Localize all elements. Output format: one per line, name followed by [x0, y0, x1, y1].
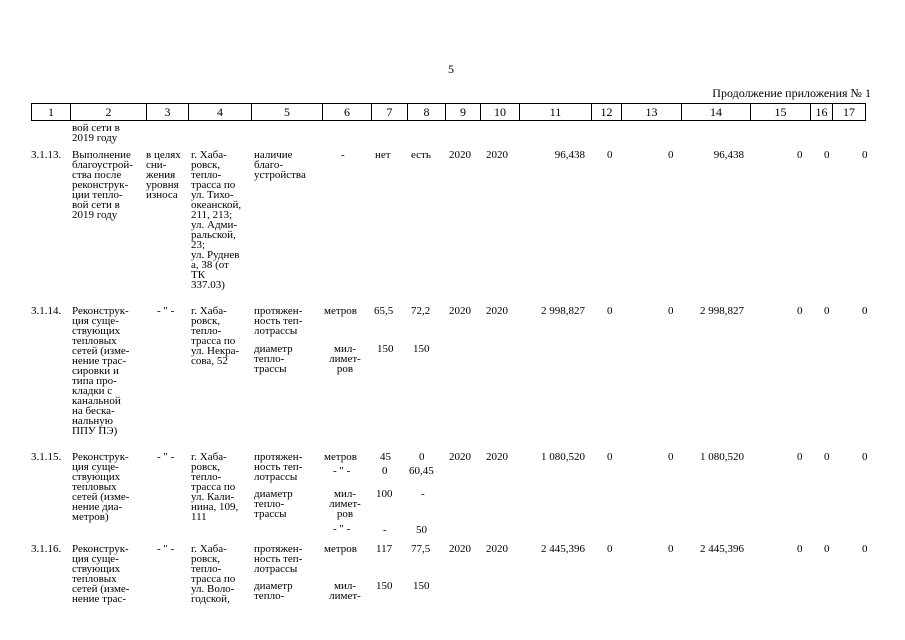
col-header: 15: [751, 104, 811, 121]
cost-col12: 0: [607, 543, 613, 555]
total-cost: 96,438: [554, 149, 585, 161]
unit-diameter: мил- лимет-: [329, 580, 361, 602]
value-before: 65,5: [374, 305, 394, 317]
start-year: 2020: [449, 305, 471, 317]
cost-col17: 0: [862, 451, 868, 463]
col-header: 16: [811, 104, 833, 121]
col-header: 1: [32, 104, 71, 121]
indicator-length: протяжен- ность теп- лотрассы: [254, 305, 303, 337]
total-cost: 2 445,396: [541, 543, 585, 555]
value-before: нет: [375, 149, 391, 161]
col-header: 12: [592, 104, 622, 121]
cost-col15: 0: [797, 305, 803, 317]
total-cost: 2 998,827: [541, 305, 585, 317]
unit-length: метров: [324, 305, 357, 317]
unit-length: метров: [324, 451, 357, 463]
unit-diameter: мил- лимет- ров: [329, 488, 361, 520]
indicator-length: протяжен- ность теп- лотрассы: [254, 543, 303, 575]
cost-col13: 0: [668, 451, 674, 463]
col-header: 13: [622, 104, 682, 121]
row-number: 3.1.13.: [31, 149, 62, 161]
start-year: 2020: [449, 543, 471, 555]
indicator-diameter: диаметр тепло- трассы: [254, 488, 293, 520]
cost-col14: 96,438: [713, 149, 744, 161]
value-before: 150: [377, 343, 394, 355]
unit-length: метров: [324, 543, 357, 555]
page-number: 5: [448, 62, 454, 76]
column-number-header: [31, 103, 866, 121]
value-after: 150: [413, 580, 430, 592]
end-year: 2020: [486, 543, 508, 555]
purpose: в целях сни- жения уровня износа: [146, 149, 181, 201]
row-number: 3.1.14.: [31, 305, 62, 317]
location: г. Хаба- ровск, тепло- трасса по ул. Некра- сова, 52: [191, 305, 240, 367]
cost-col17: 0: [862, 305, 868, 317]
col-header: 8: [408, 104, 446, 121]
cost-col16: 0: [824, 305, 830, 317]
value-after: 72,2: [411, 305, 431, 317]
location: г. Хаба- ровск, тепло- трасса по ул. Тихо- океанской, 211, 213; ул. Адми- ральской, 23; ул. Руднев а, 38 (от ТК 337.03): [191, 149, 242, 291]
value-after: 0: [419, 451, 425, 463]
project-name: Реконструк- ция суще- ствующих тепловых сетей (изме- нение диа- метров): [72, 451, 130, 523]
value-after: 50: [416, 524, 427, 536]
cost-col16: 0: [824, 149, 830, 161]
value-after: -: [421, 488, 425, 500]
carry-over-text: вой сети в 2019 году: [72, 122, 120, 144]
indicator-diameter: диаметр тепло- трассы: [254, 343, 293, 375]
col-header: 14: [682, 104, 751, 121]
value-before: 117: [376, 543, 393, 555]
cost-col14: 2 998,827: [700, 305, 744, 317]
col-header: 6: [323, 104, 372, 121]
end-year: 2020: [486, 305, 508, 317]
col-header: 2: [71, 104, 147, 121]
project-name: Реконструк- ция суще- ствующих тепловых сетей (изме- нение трас- сировки и типа про- кладки с канальной на беска- нальную ППУ ПЭ): [72, 305, 130, 437]
cost-col13: 0: [668, 305, 674, 317]
value-after: 77,5: [411, 543, 431, 555]
cost-col14: 1 080,520: [700, 451, 744, 463]
cost-col14: 2 445,396: [700, 543, 744, 555]
value-before: 150: [376, 580, 393, 592]
cost-col13: 0: [668, 543, 674, 555]
cost-col12: 0: [607, 149, 613, 161]
cost-col12: 0: [607, 451, 613, 463]
value-before: 100: [376, 488, 393, 500]
indicator-length: протяжен- ность теп- лотрассы: [254, 451, 303, 483]
row-number: 3.1.15.: [31, 451, 62, 463]
purpose: - " -: [157, 543, 175, 555]
row-number: 3.1.16.: [31, 543, 62, 555]
cost-col16: 0: [824, 451, 830, 463]
cost-col12: 0: [607, 305, 613, 317]
col-header: 3: [147, 104, 189, 121]
cost-col16: 0: [824, 543, 830, 555]
purpose: - " -: [157, 451, 175, 463]
cost-col15: 0: [797, 149, 803, 161]
value-after: 150: [413, 343, 430, 355]
start-year: 2020: [449, 149, 471, 161]
col-header: 17: [833, 104, 866, 121]
continuation-caption: Продолжение приложения № 1: [712, 86, 871, 100]
project-name: Реконструк- ция суще- ствующих тепловых сетей (изме- нение трас-: [72, 543, 130, 605]
value-after: есть: [411, 149, 431, 161]
col-header: 4: [189, 104, 252, 121]
cost-col17: 0: [862, 543, 868, 555]
col-header: 9: [446, 104, 481, 121]
end-year: 2020: [486, 451, 508, 463]
total-cost: 1 080,520: [541, 451, 585, 463]
value-before: 45: [380, 451, 391, 463]
col-header: 10: [481, 104, 520, 121]
unit-ditto: - " -: [333, 523, 351, 535]
location: г. Хаба- ровск, тепло- трасса по ул. Кали- нина, 109, 111: [191, 451, 239, 523]
value-before: -: [383, 524, 387, 536]
cost-col15: 0: [797, 451, 803, 463]
end-year: 2020: [486, 149, 508, 161]
col-header: 7: [372, 104, 408, 121]
value-after: 60,45: [409, 465, 434, 477]
value-before: 0: [382, 465, 388, 477]
location: г. Хаба- ровск, тепло- трасса по ул. Воло- годской,: [191, 543, 236, 605]
cost-col15: 0: [797, 543, 803, 555]
unit: -: [341, 149, 345, 161]
indicator: наличие благо- устройства: [254, 149, 306, 181]
unit-ditto: - " -: [333, 465, 351, 477]
project-name: Выполнение благоустрой- ства после реконструк- ции тепло- вой сети в 2019 году: [72, 149, 133, 221]
unit-diameter: мил- лимет- ров: [329, 343, 361, 375]
cost-col13: 0: [668, 149, 674, 161]
purpose: - " -: [157, 305, 175, 317]
start-year: 2020: [449, 451, 471, 463]
cost-col17: 0: [862, 149, 868, 161]
col-header: 11: [520, 104, 592, 121]
indicator-diameter: диаметр тепло-: [254, 580, 293, 602]
col-header: 5: [252, 104, 323, 121]
